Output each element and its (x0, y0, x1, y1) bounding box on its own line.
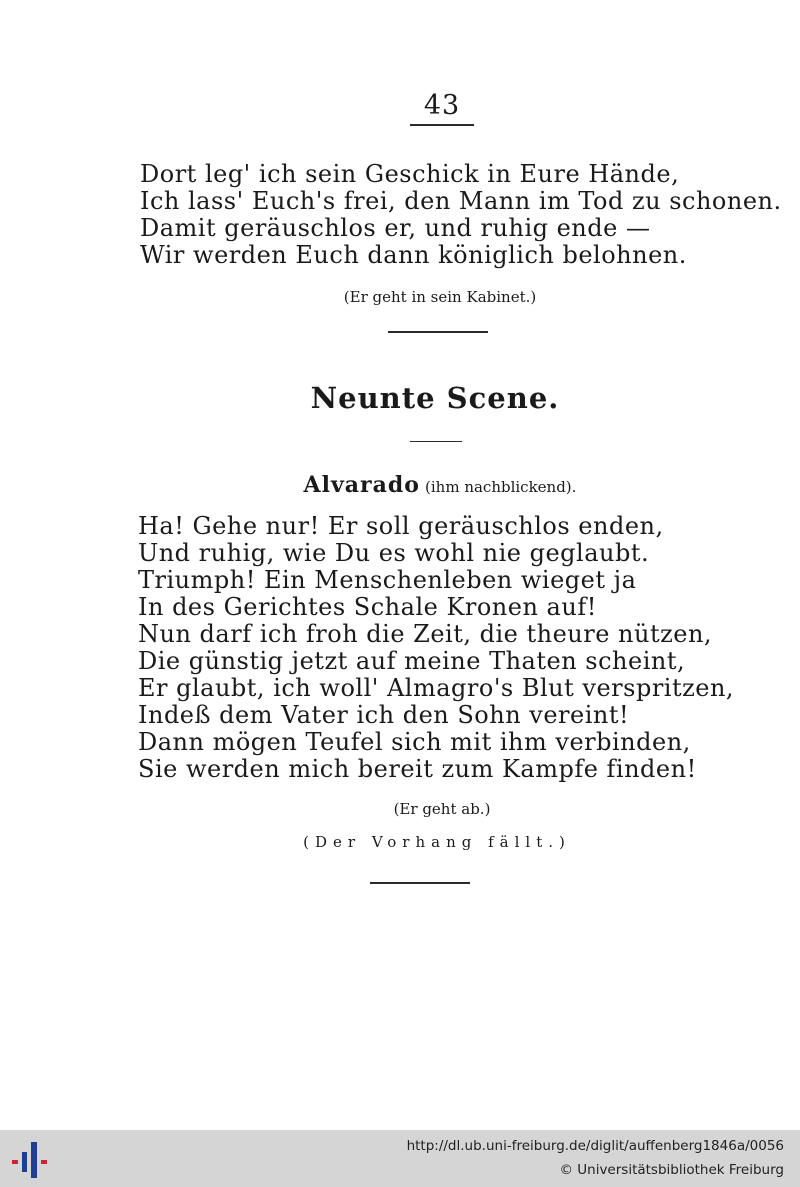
source-url-link[interactable]: http://dl.ub.uni-freiburg.de/diglit/auffenberg1846a/0056 (406, 1138, 784, 1154)
scene-title: Neunte Scene. (310, 381, 560, 415)
library-logo-icon (10, 1138, 50, 1180)
verse-line: Sie werden mich bereit zum Kampfe finden! (138, 755, 697, 783)
page-number-rule (410, 124, 474, 126)
speaker-heading (0, 472, 800, 498)
verse-line: Nun darf ich froh die Zeit, die theure nützen, (138, 620, 713, 648)
stage-direction: (Er geht ab.) (393, 800, 491, 818)
verse-line: Und ruhig, wie Du es wohl nie geglaubt. (138, 539, 650, 567)
verse-line: Ha! Gehe nur! Er soll geräuschlos enden, (138, 512, 664, 540)
verse-line: Dort leg' ich sein Geschick in Eure Hände, (140, 160, 680, 188)
verse-line: Ich lass' Euch's frei, den Mann im Tod zu schonen. (140, 187, 782, 215)
verse-line: Er glaubt, ich woll' Almagro's Blut verspritzen, (138, 674, 735, 702)
verse-line: Dann mögen Teufel sich mit ihm verbinden, (138, 728, 691, 756)
stanza-1 (140, 161, 782, 269)
speaker-name: Alvarado (303, 472, 420, 498)
footer-bar (0, 1130, 800, 1187)
verse-line: Triumph! Ein Menschenleben wieget ja (138, 566, 637, 594)
verse-line: Die günstig jetzt auf meine Thaten scheint, (138, 647, 686, 675)
page-number: 43 (423, 90, 461, 121)
copyright-notice: © Universitätsbibliothek Freiburg (559, 1162, 784, 1178)
curtain-direction: (Der Vorhang fällt.) (303, 833, 571, 851)
verse-line: Indeß dem Vater ich den Sohn vereint! (138, 701, 630, 729)
end-rule (370, 882, 470, 884)
stanza-2 (138, 513, 734, 783)
verse-line: Damit geräuschlos er, und ruhig ende — (140, 214, 651, 242)
verse-line: Wir werden Euch dann königlich belohnen. (140, 241, 687, 269)
scene-title-rule (410, 441, 462, 442)
verse-line: In des Gerichtes Schale Kronen auf! (138, 593, 597, 621)
stage-direction: (Er geht in sein Kabinet.) (343, 288, 537, 306)
section-divider (388, 331, 488, 333)
speaker-direction: (ihm nachblickend). (425, 478, 577, 496)
